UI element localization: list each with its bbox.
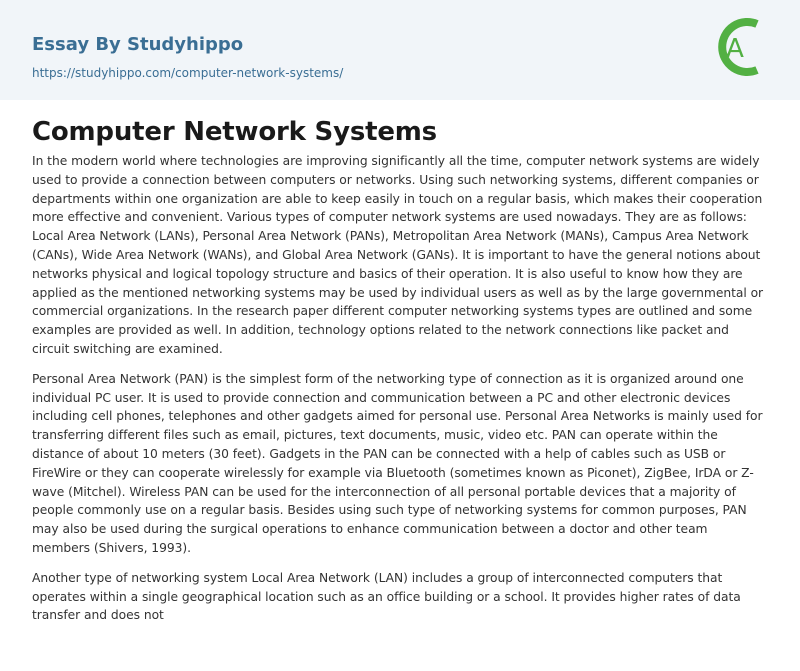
article — [0, 116, 800, 625]
page-url-link[interactable]: https://studyhippo.com/computer-network-systems/ — [32, 66, 344, 80]
studyhippo-logo-icon[interactable] — [712, 13, 772, 81]
site-header — [0, 0, 800, 100]
paragraph-2: Personal Area Network (PAN) is the simplest form of the networking type of connection as it is organized around one individual PC user. It is used to provide connection and communication between a PC and other electronic devices including cell phones, telephones and other gadgets aimed for personal use. Personal Area Networks is mainly used for transferring different files such as email, pictures, text documents, music, video etc. PAN can operate within the distance of about 10 meters (30 feet). Gadgets in the PAN can be connected with a help of cables such as USB or FireWire or they can cooperate wirelessly for example via Bluetooth (sometimes known as Piconet), ZigBee, IrDA or Z-wave (Mitchel). Wireless PAN can be used for the interconnection of all personal portable devices that a majority of people commonly use on a regular basis. Besides using such type of networking systems for common purposes, PAN may also be used during the surgical operations to enhance communication between a doctor and other team members (Shivers, 1993). — [32, 371, 763, 555]
page-title: Computer Network Systems — [32, 117, 437, 147]
brand-title: Essay By Studyhippo — [32, 34, 244, 55]
paragraph-1: In the modern world where technologies are improving significantly all the time, computer network systems are widely used to provide a connection between computers or networks. Using such networking systems, different companies or departments within one organization are able to keep easily in touch on a regular basis, which makes their cooperation more effective and convenient. Various types of computer network systems are used nowadays. They are as follows: Local Area Network (LANs), Personal Area Network (PANs), Metropolitan Area Network (MANs), Campus Area Network (CANs), Wide Area Network (WANs), and Global Area Network (GANs). It is important to have the general notions about networks physical and logical topology structure and basics of their operation. It is also useful to know how they are applied as the mentioned networking systems may be used by individual users as well as by the large governmental or commercial organizations. In the research paper different computer networking systems types are outlined and some examples are provided as well. In addition, technology options related to the network connections like packet and circuit switching are examined. — [32, 154, 764, 356]
paragraph-3: Another type of networking system Local Area Network (LAN) includes a group of interconnected computers that operates within a single geographical location such as an office building or a school. It provides higher rates of data transfer and does not — [32, 570, 741, 623]
logo-letter: A — [726, 34, 744, 64]
